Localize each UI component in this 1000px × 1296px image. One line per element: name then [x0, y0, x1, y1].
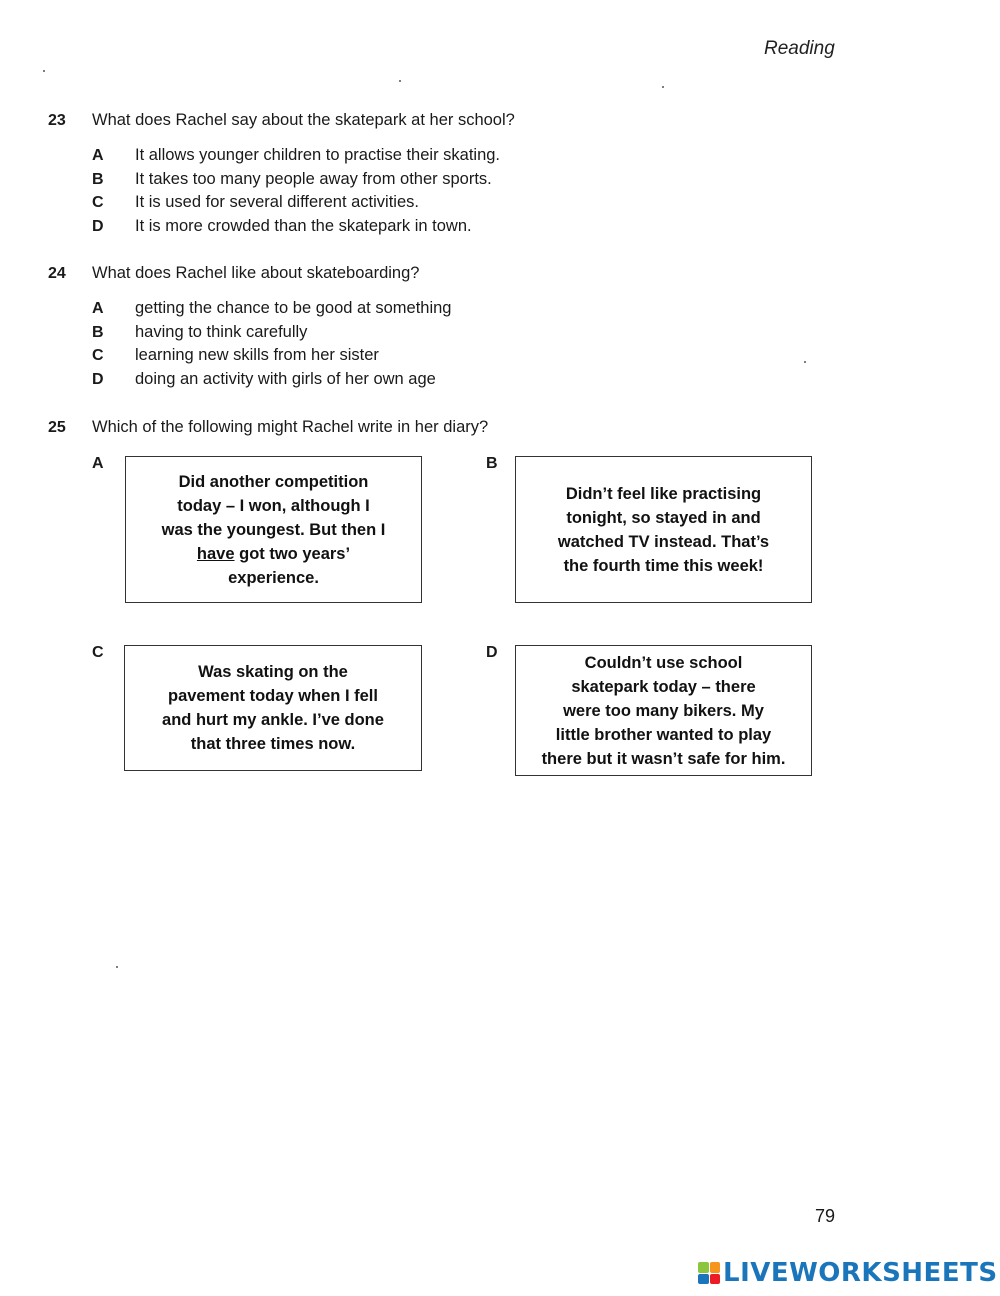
diary-option-letter: B: [486, 455, 498, 472]
option-letter: C: [92, 347, 104, 364]
diary-line: watched TV instead. That’s: [557, 532, 770, 551]
question-text: What does Rachel say about the skatepark at her school?: [92, 111, 515, 129]
page-number: 79: [815, 1206, 836, 1226]
option-letter: D: [92, 371, 104, 388]
option-text: It allows younger children to practise their skating.: [135, 146, 501, 164]
underlined-word: have: [196, 544, 235, 563]
brand-name: LIVEWORKSHEETS: [723, 1258, 998, 1288]
option-letter: B: [92, 324, 104, 341]
question-text: What does Rachel like about skateboarding?: [92, 264, 420, 282]
option-text: It is used for several different activities.: [135, 193, 419, 211]
brand-logo[interactable]: [698, 1258, 998, 1288]
diary-line: skatepark today – there: [571, 677, 756, 696]
option-text: It is more crowded than the skatepark in town.: [135, 217, 472, 235]
diary-line: were too many bikers. My: [563, 701, 764, 720]
option-letter: C: [92, 194, 104, 211]
scan-speck: [116, 966, 118, 968]
diary-line: there but it wasn’t safe for him.: [541, 749, 786, 768]
option-text: getting the chance to be good at something: [135, 299, 452, 317]
diary-option-letter: D: [486, 644, 498, 661]
scan-speck: [399, 80, 401, 82]
diary-line: Didn’t feel like practising: [565, 484, 762, 503]
diary-line: Was skating on the: [198, 663, 348, 681]
option-text: doing an activity with girls of her own age: [135, 370, 436, 388]
scan-speck: [662, 86, 664, 88]
diary-line: little brother wanted to play: [555, 725, 772, 744]
diary-line: pavement today when I fell: [168, 687, 378, 705]
diary-entry-c: [124, 645, 422, 771]
diary-option-letter: A: [92, 455, 104, 472]
diary-line: experience.: [228, 568, 319, 587]
question-number: 23: [48, 112, 66, 129]
diary-entry-a: [125, 456, 422, 603]
diary-line: Couldn’t use school: [584, 653, 743, 672]
diary-line: was the youngest. But then I: [161, 520, 386, 539]
diary-option-letter: C: [92, 644, 104, 661]
option-letter: D: [92, 218, 104, 235]
option-text: having to think carefully: [135, 323, 308, 341]
diary-line: today – I won, although I: [177, 496, 370, 515]
scan-speck: [804, 361, 806, 363]
question-number: 24: [48, 265, 66, 282]
option-letter: B: [92, 171, 104, 188]
question-text: Which of the following might Rachel write in her diary?: [92, 418, 489, 436]
question-number: 25: [48, 419, 66, 436]
diary-line: that three times now.: [190, 735, 356, 753]
diary-entry-d: [515, 645, 812, 776]
diary-line: and hurt my ankle. I’ve done: [162, 711, 384, 729]
diary-line: the fourth time this week!: [563, 556, 764, 575]
option-text: It takes too many people away from other sports.: [135, 170, 492, 188]
option-letter: A: [92, 300, 104, 317]
section-title: Reading: [764, 38, 835, 59]
liveworksheets-logo-icon: [698, 1262, 720, 1284]
scan-speck: [43, 70, 45, 72]
diary-line: Did another competition: [178, 472, 369, 491]
diary-entry-b: [515, 456, 812, 603]
diary-line: got two years’: [234, 544, 351, 563]
diary-line: tonight, so stayed in and: [566, 508, 761, 527]
option-text: learning new skills from her sister: [135, 346, 379, 364]
option-letter: A: [92, 147, 104, 164]
